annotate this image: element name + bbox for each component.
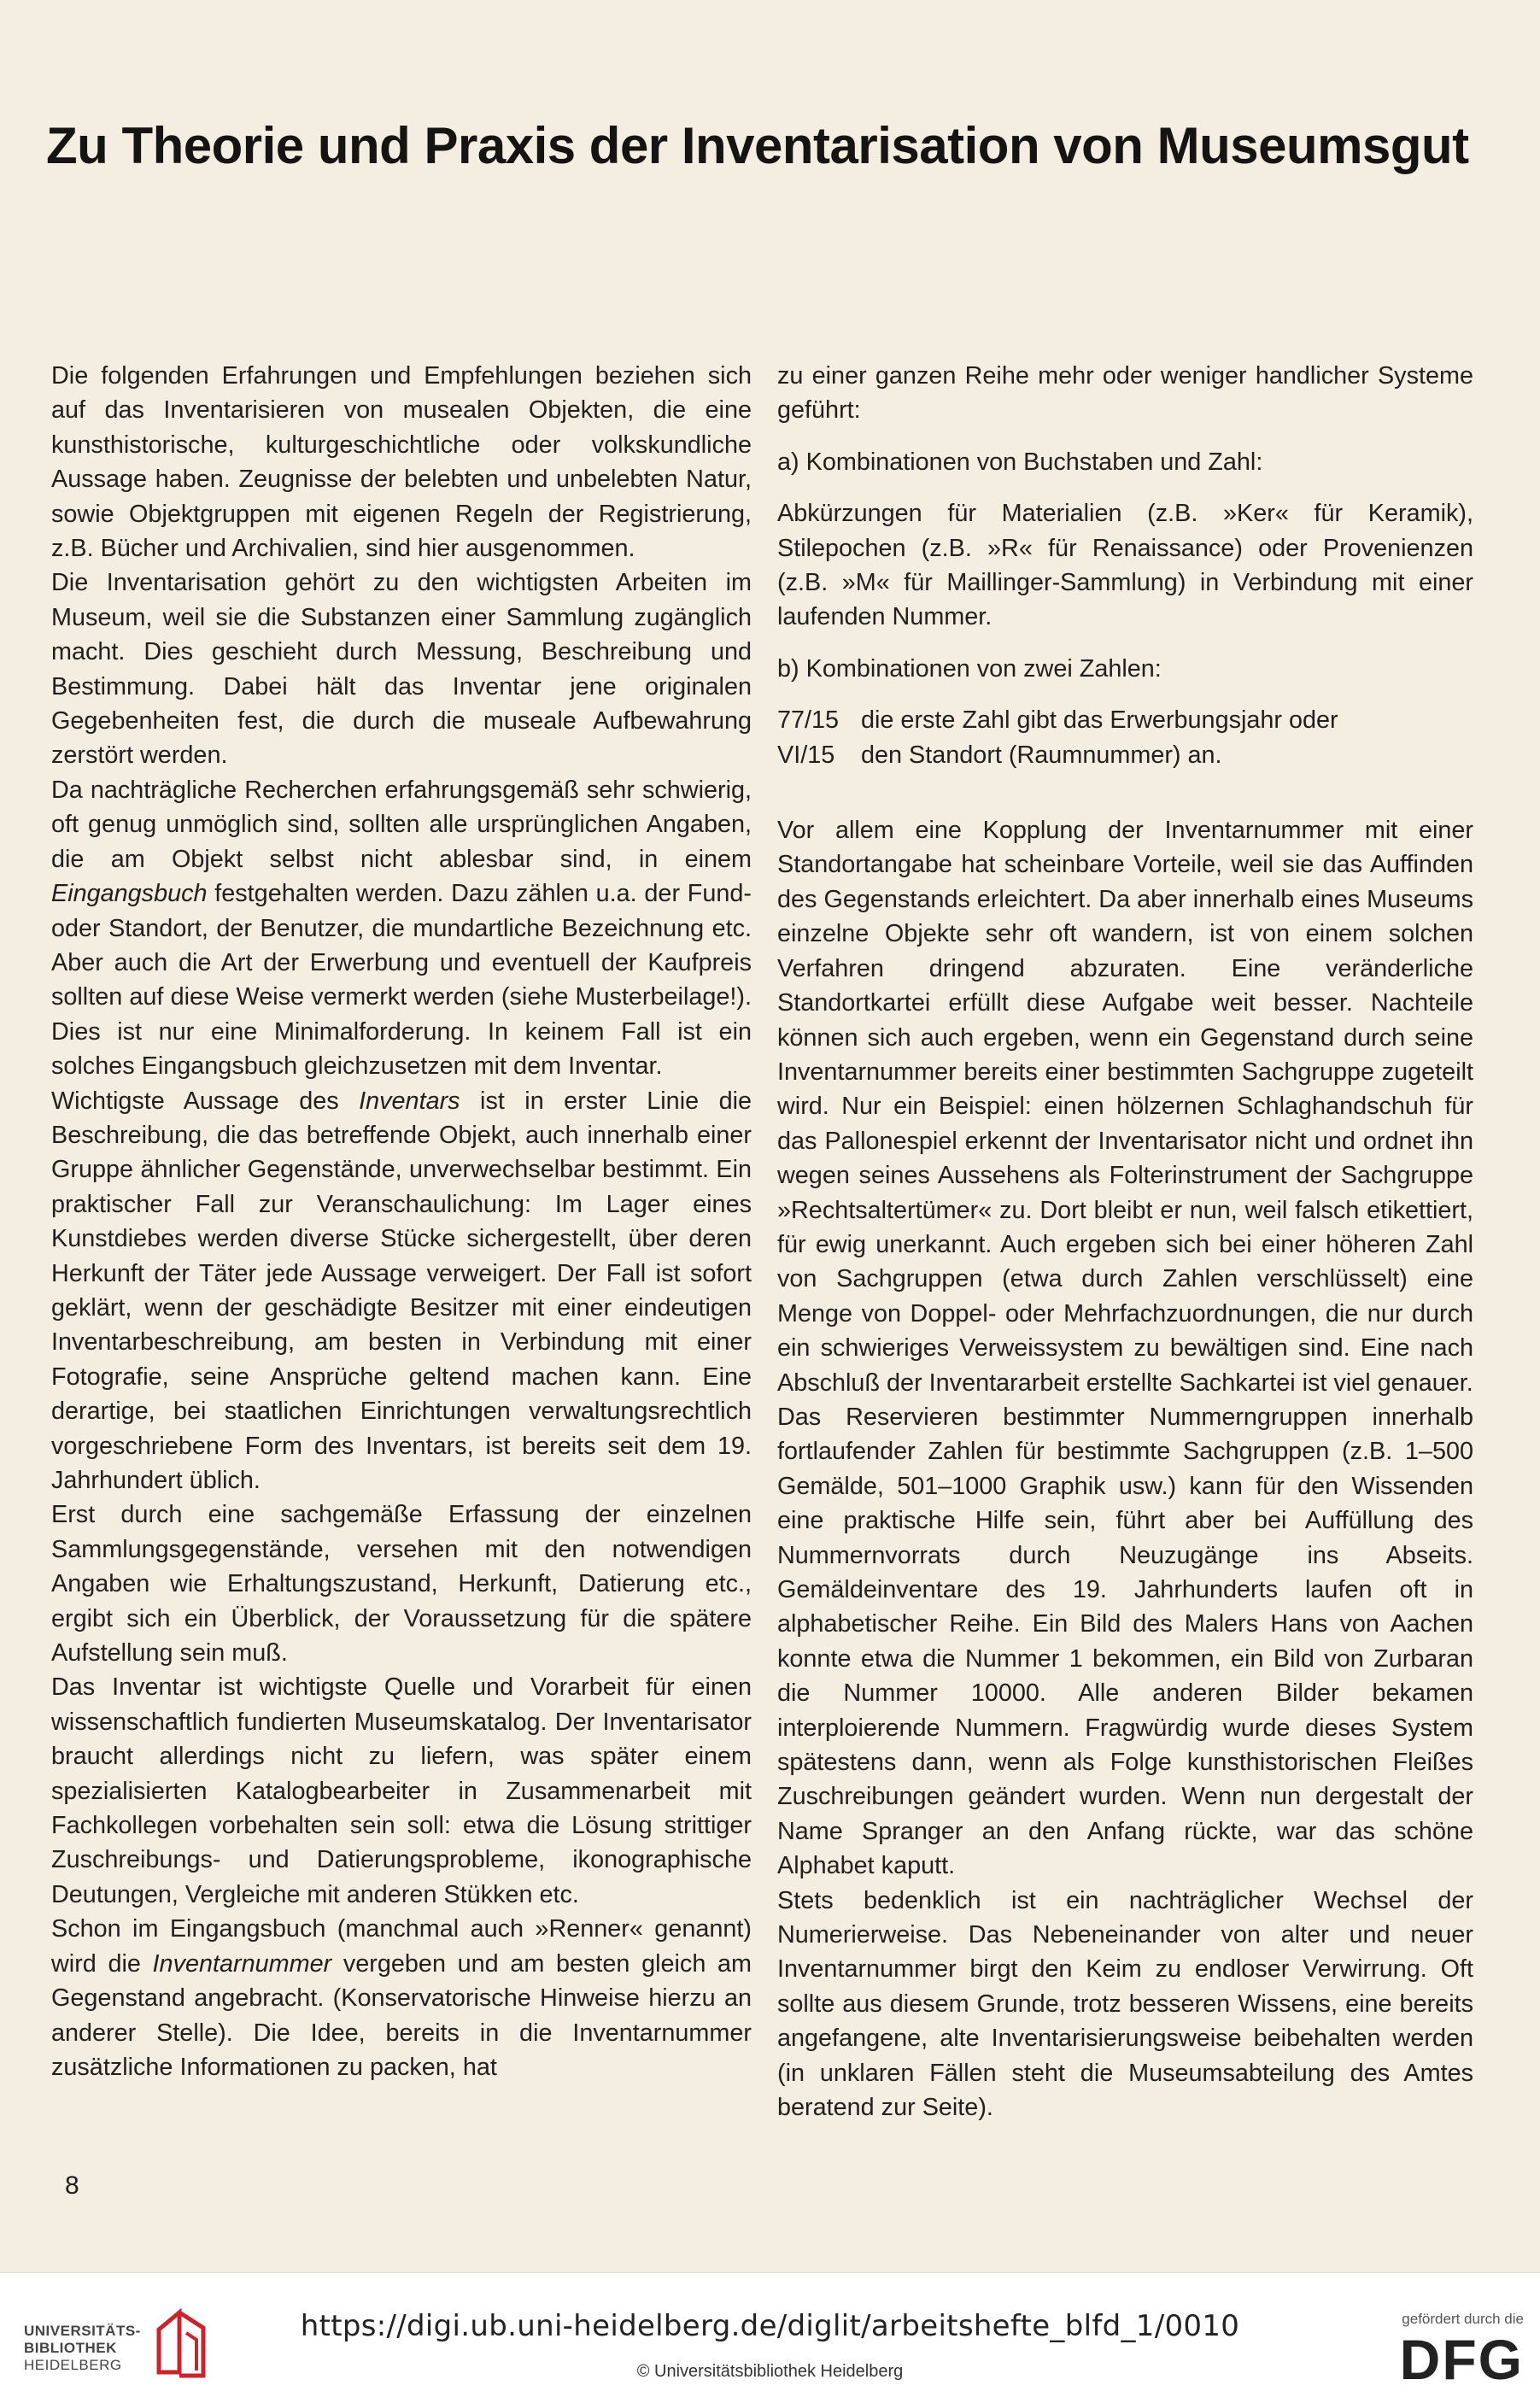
paragraph-importance <box>51 566 752 772</box>
list-text-a: Abkürzungen für Materialien (z.B. »Ker« für Keramik), Stilepochen (z.B. »R« für Renaissance) oder Provenienzen (z.B. »M« für Maillinger-Sammlung) in Verbindung mit einer laufenden Nummer. <box>777 500 1473 631</box>
paragraph-inventar <box>51 1084 752 1498</box>
library-line: HEIDELBERG <box>24 2357 122 2373</box>
paragraph-text: Schon im Eingangsbuch (manchmal auch »Renner« genannt) wird die <box>51 1915 752 1978</box>
copyright-text: © Universitätsbibliothek Heidelberg <box>636 2362 904 2381</box>
list-heading-a: a) Kombinationen von Buchstaben und Zahl: <box>777 448 1263 476</box>
paragraph-eingangsbuch <box>51 773 752 1084</box>
page-title: Zu Theorie und Praxis der Inventarisation von Museumsgut <box>46 117 1469 175</box>
paragraph-text: Erst durch eine sachgemäße Erfassung der einzelnen Sammlungsgegenstände, versehen mit den notwendigen Angaben wie Erhaltungszustand, Herkunft, Datierung etc., ergibt sich ein Überblick, der Voraussetzung für die spätere Aufstellung sein muß. <box>51 1501 752 1667</box>
funding-note: gefördert durch die <box>1402 2311 1524 2327</box>
right-column <box>777 359 1473 2125</box>
paragraph-erfassung <box>51 1497 752 1670</box>
paragraph-text: Da nachträgliche Recherchen erfahrungsgemäß sehr schwierig, oft genug unmöglich sind, sollten alle ursprünglichen Angaben, die am Objekt selbst nicht ablesbar sind, in einem <box>51 776 752 873</box>
left-column <box>51 359 752 2084</box>
permalink-url[interactable]: https://digi.ub.uni-heidelberg.de/diglit/arbeitshefte_blfd_1/0010 <box>300 2309 1240 2343</box>
paragraph-standort: Vor allem eine Kopplung der Inventarnummer mit einer Standortangabe hat scheinbare Vorteile, weil sie das Auffinden des Gegenstands erleichtert. Da aber innerhalb eines Museums einzelne Objekte sehr oft wandern, ist von einem solchen Verfahren dringend abzuraten. Eine veränderliche Standortkartei erfüllt diese Aufgabe weit besser. Nachteile können sich auch ergeben, wenn ein Gegenstand durch seine Inventarnummer bereits einer bestimmten Sachgruppe zugeteilt wird. Nur ein Beispiel: einen hölzernen Schlaghandschuh für das Pallonespiel erkennt der Inventarisator nicht und ordnet ihn wegen seines Aussehens als Folterinstrument der Sachgruppe »Rechtsaltertümer« zu. Dort bleibt er nun, weil falsch etikettiert, für ewig unerkannt. Auch ergeben sich bei einer höheren Zahl von Sachgruppen (etwa durch Zahlen verschlüsselt) eine Menge von Doppel- oder Mehrfachzuordnungen, die nur durch ein schwieriges Verweissystem zu bewältigen sind. Eine nach Abschluß der Inventararbeit erstellte Sachkartei ist viel genauer. <box>777 817 1473 1397</box>
emphasis-term: Eingangsbuch <box>51 880 208 908</box>
list-heading-b: b) Kombinationen von zwei Zahlen: <box>777 654 1162 683</box>
footer-bar <box>0 2272 1540 2403</box>
dfg-logo: DFG <box>1399 2328 1524 2391</box>
paragraph-text: ist in erster Linie die Beschreibung, die das betreffende Objekt, auch innerhalb einer Gruppe ähnlicher Gegenstände, unverwechselbar bestimmt. Ein praktischer Fall zur Veranschaulichung: Im Lager eines Kunstdiebes werden diverse Stücke sichergestellt, über deren Herkunft der Täter jede Aussage verweigert. Der Fall ist sofort geklärt, wenn der geschädigte Besitzer mit einer eindeutigen Inventarbeschreibung, am besten in Verbindung mit einer Fotografie, seine Ansprüche geltend machen kann. Eine derartige, bei staatlichen Einrichtungen verwaltungsrechtlich vorgeschriebene Form des Inventars, ist bereits seit dem 19. Jahrhundert üblich. <box>51 1087 752 1494</box>
paragraph-text: festgehalten werden. Dazu zählen u.a. der Fund- oder Standort, der Benutzer, die mundartliche Bezeichnung etc. Aber auch die Art der Erwerbung und eventuell der Kaufpreis sollten auf diese Weise vermerkt werden (siehe Musterbeilage!). Dies ist nur eine Minimalforderung. In keinem Fall ist ein solches Eingangsbuch gleichzusetzen mit dem Inventar. <box>51 880 752 1081</box>
paragraph-text: Die Inventarisation gehört zu den wichtigsten Arbeiten im Museum, weil sie die Substanzen einer Sammlung zugänglich macht. Dies geschieht durch Messung, Beschreibung und Bestimmung. Dabei hält das Inventar jene originalen Gegebenheiten fest, die durch die museale Aufbewahrung zerstört werden. <box>51 569 752 770</box>
page-number: 8 <box>65 2171 79 2200</box>
paragraph-katalog <box>51 1670 752 1912</box>
example-code: VI/15 <box>777 741 835 769</box>
example-text: die erste Zahl gibt das Erwerbungsjahr oder <box>861 706 1338 735</box>
example-row <box>777 738 1473 772</box>
example-code: 77/15 <box>777 706 840 735</box>
paragraph-text: Wichtigste Aussage des <box>51 1087 360 1115</box>
paragraph-wechsel: Stets bedenklich ist ein nachträglicher Wechsel der Numerierweise. Das Nebeneinander von alter und neuer Inventarnummer birgt den Keim zu endloser Verwirrung. Oft sollte aus diesem Grunde, trotz besseren Wissens, eine bereits angefangene, alte Inventarisierungsweise beibehalten werden (in unklaren Fällen steht die Museumsabteilung des Amtes beratend zur Seite). <box>777 1886 1473 2122</box>
library-line: UNIVERSITÄTS- <box>24 2323 141 2339</box>
paragraph-text: vergeben und am besten gleich am Gegenstand angebracht. (Konservatorische Hinweise hierzu an anderer Stelle). Die Idee, bereits in die Inventarnummer zusätzliche Informationen zu packen, hat <box>51 1949 752 2081</box>
library-line: BIBLIOTHEK <box>24 2340 117 2356</box>
paragraph-nummerngruppen: Das Reservieren bestimmter Nummerngruppen innerhalb fortlaufender Zahlen für bestimmte Sachgruppen (z.B. 1–500 Gemälde, 501–1000 Graphik usw.) kann für den Wissenden eine praktische Hilfe sein, führt aber bei Auffüllung des Nummernvorrats durch Neuzugänge ins Abseits. Gemäldeinventare des 19. Jahrhunderts laufen oft in alphabetischer Reihe. Ein Bild des Malers Hans von Aachen konnte etwa die Nummer 1 bekommen, ein Bild von Zurbaran die Nummer 10000. Alle anderen Bilder bekamen interploierende Nummern. Fragwürdig wurde dieses System spätestens dann, wenn als Folge kunsthistorischen Fleißes Zuschreibungen geändert wurden. Wenn nun dergestalt der Name Spranger an den Anfang rückte, war das schöne Alphabet kaputt. <box>777 1403 1473 1880</box>
example-list <box>777 703 1473 772</box>
paragraph-text: Die folgenden Erfahrungen und Empfehlungen beziehen sich auf das Inventarisieren von musealen Objekten, die eine kunsthistorische, kulturgeschichtliche oder volkskundliche Aussage haben. Zeugnisse der belebten und unbelebten Natur, sowie Objektgruppen mit eigenen Regeln der Registrierung, z.B. Bücher und Archivalien, sind hier ausgenommen. <box>51 362 752 563</box>
example-text: den Standort (Raumnummer) an. <box>861 741 1222 769</box>
emphasis-term: Inventarnummer <box>152 1949 332 1978</box>
emphasis-term: Inventars <box>359 1087 460 1115</box>
paragraph-scope <box>51 359 752 566</box>
paragraph-intro: zu einer ganzen Reihe mehr oder weniger handlicher Systeme geführt: <box>777 362 1473 425</box>
paragraph-inventarnummer <box>51 1912 752 2084</box>
example-row <box>777 703 1473 737</box>
paragraph-text: Das Inventar ist wichtigste Quelle und Vorarbeit für einen wissenschaftlich fundierten Museumskatalog. Der Inventarisator braucht allerdings nicht zu liefern, was später einem spezialisierten Katalogbearbeiter in Zusammenarbeit mit Fachkollegen vorbehalten sein soll: etwa die Lösung strittiger Zuschreibungs- und Datierungsprobleme, ikonographische Deutungen, Vergleiche mit anderen Stükken etc. <box>51 1673 752 1908</box>
